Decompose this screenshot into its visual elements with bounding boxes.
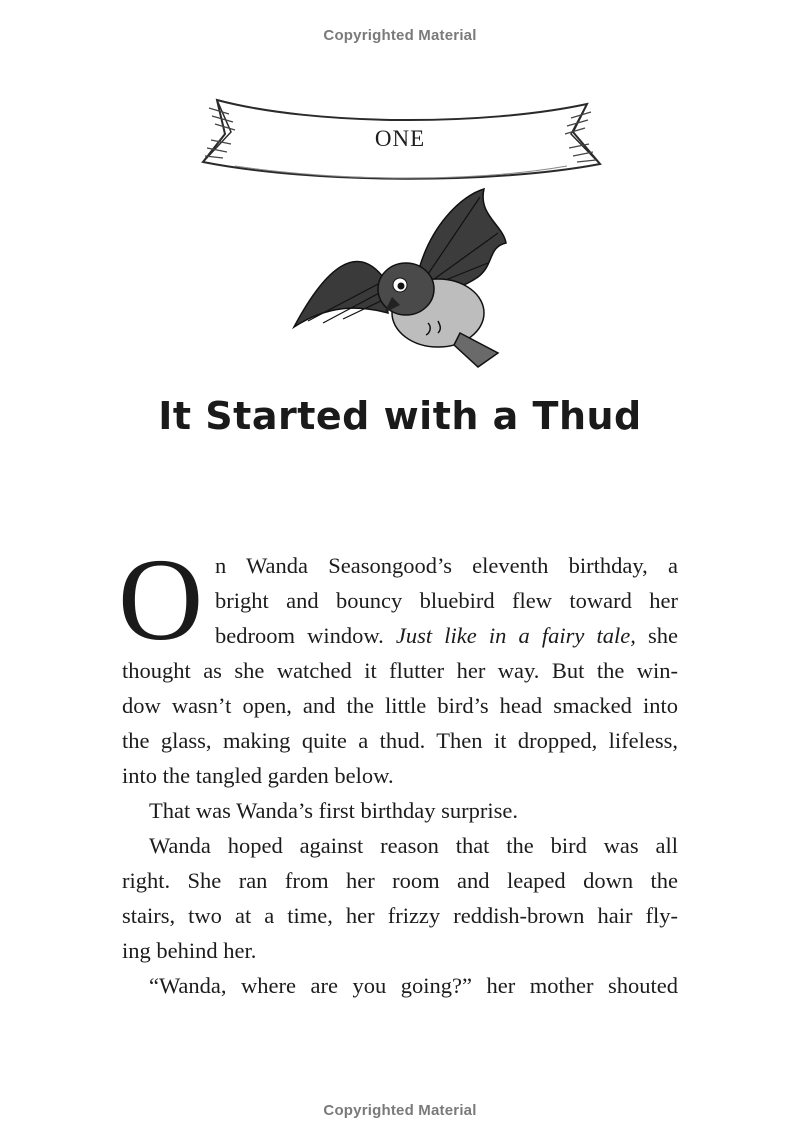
text-run: she	[635, 623, 678, 648]
italic-thought: Just like in a fairy tale,	[395, 623, 636, 648]
text-line: the glass, making quite a thud. Then it dropped, lifeless,	[122, 728, 678, 753]
text-run: bedroom window.	[215, 623, 396, 648]
text-line: n Wanda Seasongood’s eleventh birthday, a	[215, 553, 678, 578]
text-line: right. She ran from her room and leaped down the	[122, 868, 678, 893]
text-line: bright and bouncy bluebird flew toward her	[215, 588, 678, 613]
text-line: thought as she watched it flutter her way. But the win-	[122, 658, 678, 683]
footer-copyright: Copyrighted Material	[323, 1102, 477, 1119]
text-line: Wanda hoped against reason that the bird was all	[149, 833, 678, 858]
drop-cap: O	[118, 534, 204, 665]
paragraph-4	[122, 968, 678, 1003]
paragraph-2	[122, 793, 678, 828]
paragraph-1	[118, 534, 678, 793]
chapter-title: It Started with a Thud	[158, 394, 642, 438]
paragraph-3	[122, 828, 678, 968]
text-line: stairs, two at a time, her frizzy reddish-brown hair fly-	[122, 903, 678, 928]
text-line	[122, 618, 678, 653]
body-text	[118, 534, 678, 1003]
text-line: dow wasn’t open, and the little bird’s head smacked into	[122, 693, 678, 718]
text-line: “Wanda, where are you going?” her mother shouted	[149, 973, 678, 998]
chapter-number: ONE	[374, 126, 426, 151]
header-copyright: Copyrighted Material	[323, 27, 477, 44]
text-line: ing behind her.	[122, 938, 257, 963]
text-line: That was Wanda’s first birthday surprise.	[149, 798, 518, 823]
bluebird-illustration	[288, 185, 508, 380]
text-line: into the tangled garden below.	[122, 763, 394, 788]
